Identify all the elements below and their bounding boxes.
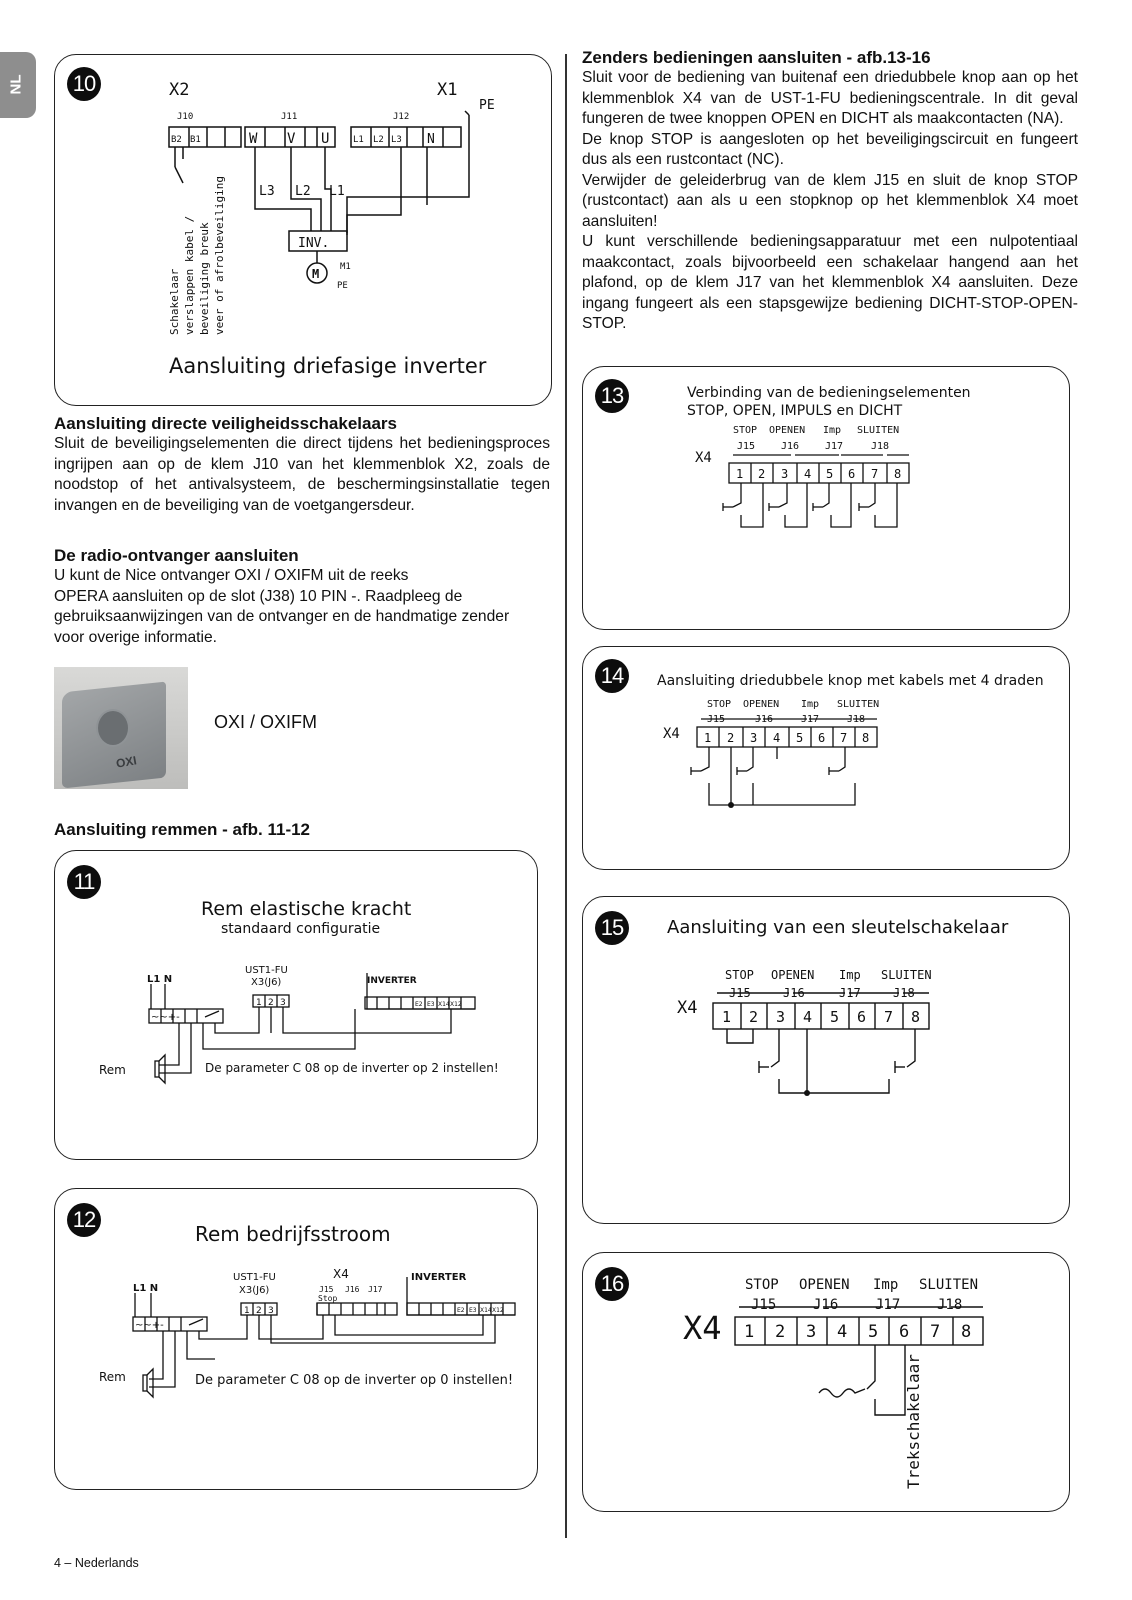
inverter-label: INVERTER bbox=[367, 976, 417, 986]
terminal-2: 2 bbox=[749, 1008, 759, 1026]
figure-13-panel bbox=[582, 366, 1070, 630]
terminal-2: 2 bbox=[727, 731, 735, 745]
j18-label: J18 bbox=[871, 441, 890, 452]
terminal-4: 4 bbox=[837, 1322, 848, 1342]
figure-15-panel bbox=[582, 896, 1070, 1224]
section-heading: Aansluiting remmen - afb. 11-12 bbox=[54, 820, 311, 839]
j17-label: J17 bbox=[825, 441, 844, 452]
text-line: gebruiksaanwijzingen van de ontvanger en de handmatige zender bbox=[54, 608, 510, 625]
j15-label: J15 bbox=[729, 986, 751, 1000]
section-heading: Zenders bedieningen aansluiten - afb.13-16 bbox=[582, 48, 931, 67]
text-line: U kunt de Nice ontvanger OXI / OXIFM uit de reeks bbox=[54, 567, 409, 584]
imp-header: Imp bbox=[801, 699, 820, 710]
x4-label: X4 bbox=[683, 1309, 722, 1347]
j18-label: J18 bbox=[937, 1297, 963, 1313]
j15-label: J15 bbox=[751, 1297, 777, 1313]
terminal-4: 4 bbox=[773, 731, 781, 745]
j12-label: J12 bbox=[393, 112, 410, 122]
j16-label: J16 bbox=[755, 714, 774, 725]
figure-title: Rem elastische kracht bbox=[201, 898, 412, 920]
openen-header: OPENEN bbox=[769, 425, 806, 436]
stop-header: STOP bbox=[733, 425, 758, 436]
inverter-terminal-e3: E3 bbox=[469, 1307, 477, 1314]
figure-title-line-2: STOP, OPEN, IMPULS en DICHT bbox=[687, 403, 903, 419]
wire-l1: L1 bbox=[329, 184, 345, 199]
terminal-4: 4 bbox=[803, 1008, 813, 1026]
terminal-6: 6 bbox=[848, 467, 856, 481]
terminal-5: 5 bbox=[868, 1322, 879, 1342]
terminal-l2: L2 bbox=[373, 135, 384, 145]
terminal-n: N bbox=[427, 132, 435, 147]
terminal-6: 6 bbox=[899, 1322, 910, 1342]
mains-terminal-glyphs: ~~+- bbox=[151, 1012, 180, 1023]
terminal-4: 4 bbox=[804, 467, 812, 481]
terminal-8: 8 bbox=[894, 467, 902, 481]
j16-label: J16 bbox=[345, 1285, 360, 1294]
x4-label: X4 bbox=[677, 998, 698, 1018]
text-paragraph: Verwijder de geleiderbrug van de klem J15 en sluit de knop STOP (rustcontact) aan als u een stopknop op het klemmenblok X4 moet aansluiten! bbox=[582, 171, 1078, 230]
junction-dot bbox=[728, 802, 734, 808]
x3-label: X3(J6) bbox=[239, 1285, 270, 1296]
brake-label: Rem bbox=[99, 1063, 126, 1077]
figure-number: 10 bbox=[67, 67, 101, 101]
text-line: voor overige informatie. bbox=[54, 628, 217, 646]
imp-header: Imp bbox=[839, 968, 861, 982]
x1-label: X1 bbox=[437, 80, 458, 100]
receiver-button bbox=[96, 709, 130, 747]
inverter-terminal-e2: E2 bbox=[415, 1001, 423, 1008]
j18-label: J18 bbox=[847, 714, 866, 725]
j16-label: J16 bbox=[813, 1297, 839, 1313]
j16-label: J16 bbox=[781, 441, 800, 452]
brake-label: Rem bbox=[99, 1370, 126, 1384]
wire-l2: L2 bbox=[295, 184, 311, 199]
figure-caption: Aansluiting driefasige inverter bbox=[169, 354, 487, 378]
terminal-3: 3 bbox=[776, 1008, 786, 1026]
terminal-7: 7 bbox=[930, 1322, 941, 1342]
figure-number: 12 bbox=[67, 1203, 101, 1237]
terminal-l3: L3 bbox=[391, 135, 402, 145]
vertical-label-4: veer of afrolbeveiliging bbox=[213, 176, 226, 335]
mains-terminal-glyphs: ~~+- bbox=[135, 1320, 164, 1331]
oxi-receiver-image bbox=[54, 667, 188, 789]
j17-label: J17 bbox=[801, 714, 820, 725]
figure-title: Rem bedrijfsstroom bbox=[195, 1222, 391, 1246]
text-paragraph: U kunt verschillende bedieningsapparatuur met een nulpotentiaal maakcontact, zoals bijvoorbeeld een schakelaar hangend aan het plafond, op de klem J17 van het klemmenblok X4 aansluiten. Deze ingang fungeert als een stapsgewijze bediening DICHT-STOP-OPEN-STOP. bbox=[582, 233, 1078, 332]
ust-label: UST1-FU bbox=[233, 1272, 276, 1283]
figure-title: Aansluiting van een sleutelschakelaar bbox=[667, 917, 1009, 938]
spring-brake-diagram bbox=[55, 851, 537, 1159]
mains-label: L1 N bbox=[147, 974, 173, 985]
pull-switch-diagram bbox=[583, 1253, 1069, 1511]
terminal-6: 6 bbox=[818, 731, 826, 745]
ust-terminal-1: 1 bbox=[256, 998, 262, 1008]
openen-header: OPENEN bbox=[771, 968, 815, 982]
ust-terminal-2: 2 bbox=[256, 1306, 262, 1316]
terminal-2: 2 bbox=[758, 467, 766, 481]
three-phase-inverter-diagram bbox=[55, 55, 551, 405]
j17-label: J17 bbox=[839, 986, 861, 1000]
junction-dot bbox=[804, 1090, 810, 1096]
x3-label: X3(J6) bbox=[251, 977, 282, 988]
terminal-w: W bbox=[249, 131, 258, 147]
section-heading: De radio-ontvanger aansluiten bbox=[54, 546, 299, 565]
stop-header: STOP bbox=[707, 699, 732, 710]
mains-label: L1 N bbox=[133, 1283, 159, 1294]
pe-motor-label: PE bbox=[337, 281, 348, 291]
sluiten-header: SLUITEN bbox=[837, 699, 880, 710]
terminal-2: 2 bbox=[775, 1322, 786, 1342]
terminal-1: 1 bbox=[722, 1008, 732, 1026]
ust-label: UST1-FU bbox=[245, 965, 288, 976]
terminal-3: 3 bbox=[806, 1322, 817, 1342]
terminal-8: 8 bbox=[862, 731, 870, 745]
figure-12-panel bbox=[54, 1188, 538, 1490]
ust-terminal-1: 1 bbox=[244, 1306, 250, 1316]
sluiten-header: SLUITEN bbox=[919, 1277, 979, 1293]
figure-10-panel bbox=[54, 54, 552, 406]
text-line: OPERA aansluiten op de slot (J38) 10 PIN -. Raadpleeg de bbox=[54, 587, 463, 605]
column-divider bbox=[565, 54, 567, 1538]
parameter-note: De parameter C 08 op de inverter op 0 instellen! bbox=[195, 1373, 514, 1388]
terminal-u: U bbox=[321, 131, 330, 147]
vertical-label-2: verslappen kabel / bbox=[183, 215, 196, 335]
terminal-8: 8 bbox=[911, 1008, 921, 1026]
inverter-terminal-x12: X12 bbox=[492, 1307, 504, 1314]
key-switch-diagram bbox=[583, 897, 1069, 1223]
section-safety-switches bbox=[54, 414, 550, 516]
vertical-label-3: beveiliging breuk bbox=[198, 222, 211, 335]
figure-subtitle: standaard configuratie bbox=[221, 921, 381, 937]
figure-number: 11 bbox=[67, 865, 101, 899]
terminal-3: 3 bbox=[781, 467, 789, 481]
section-transmitters bbox=[582, 48, 1078, 335]
vertical-label-1: Schakelaar bbox=[168, 268, 181, 335]
figure-11-panel bbox=[54, 850, 538, 1160]
section-text: Sluit de beveiligingselementen die direct tijdens het bedieningsproces ingrijpen aan op de klem J10 van het klemmenblok X2, zoals de noodstop of het antivalsysteem, de beschermingsinstallatie tegen invangen en de beveiliging van de voetgangersdeur. bbox=[54, 435, 550, 514]
j15-label: J15 bbox=[319, 1285, 334, 1294]
terminal-1: 1 bbox=[704, 731, 712, 745]
imp-header: Imp bbox=[873, 1277, 899, 1293]
inverter-terminal-e3: E3 bbox=[427, 1001, 435, 1008]
pe-label: PE bbox=[479, 98, 495, 113]
inverter-terminal-e2: E2 bbox=[457, 1307, 465, 1314]
terminal-l1: L1 bbox=[353, 135, 364, 145]
figure-16-panel bbox=[582, 1252, 1070, 1512]
sluiten-header: SLUITEN bbox=[857, 425, 900, 436]
terminal-1: 1 bbox=[744, 1322, 755, 1342]
imp-header: Imp bbox=[823, 425, 842, 436]
terminal-6: 6 bbox=[857, 1008, 867, 1026]
terminal-3: 3 bbox=[750, 731, 758, 745]
inverter-terminal-x14: X14 bbox=[480, 1307, 492, 1314]
j10-label: J10 bbox=[177, 112, 194, 122]
x4-label: X4 bbox=[695, 450, 712, 466]
operating-current-brake-diagram bbox=[55, 1189, 537, 1489]
control-elements-diagram bbox=[583, 367, 1069, 629]
figure-number: 16 bbox=[595, 1267, 629, 1301]
terminal-7: 7 bbox=[871, 467, 879, 481]
terminal-5: 5 bbox=[830, 1008, 840, 1026]
figure-number: 15 bbox=[595, 911, 629, 945]
figure-number: 14 bbox=[595, 659, 629, 693]
wire-l3: L3 bbox=[259, 184, 275, 199]
openen-header: OPENEN bbox=[799, 1277, 850, 1293]
inverter-terminal-x14: X14 bbox=[438, 1001, 450, 1008]
ust-terminal-2: 2 bbox=[268, 998, 274, 1008]
j17-label: J17 bbox=[875, 1297, 901, 1313]
openen-header: OPENEN bbox=[743, 699, 780, 710]
inverter-label: INVERTER bbox=[411, 1272, 467, 1283]
inverter-terminal-x12: X12 bbox=[450, 1001, 462, 1008]
j15-label: J15 bbox=[707, 714, 726, 725]
parameter-note: De parameter C 08 op de inverter op 2 instellen! bbox=[205, 1061, 499, 1075]
pull-switch-label: Trekschakelaar bbox=[904, 1354, 923, 1489]
terminal-7: 7 bbox=[884, 1008, 894, 1026]
stop-header: STOP bbox=[725, 968, 754, 982]
terminal-b2: B2 bbox=[171, 135, 182, 145]
j18-label: J18 bbox=[893, 986, 915, 1000]
oxi-caption: OXI / OXIFM bbox=[214, 712, 318, 732]
j15-label: J15 bbox=[737, 441, 756, 452]
ust-terminal-3: 3 bbox=[268, 1306, 274, 1316]
language-tab bbox=[0, 52, 36, 118]
stop-header: STOP bbox=[745, 1277, 779, 1293]
figure-14-panel bbox=[582, 646, 1070, 870]
terminal-b1: B1 bbox=[190, 135, 201, 145]
motor-label: M bbox=[312, 267, 320, 281]
text-paragraph: Sluit voor de bediening van buitenaf een driedubbele knop aan op het klemmenblok X4 van de UST-1-FU bedieningscentrale. In dit geval fungeren de twee knoppen OPEN en DICHT als maakcontacten (NA). bbox=[582, 69, 1078, 127]
figure-number: 13 bbox=[595, 379, 629, 413]
x4-label: X4 bbox=[663, 726, 680, 742]
section-radio-receiver bbox=[54, 546, 550, 648]
stop-label: Stop bbox=[318, 1294, 338, 1303]
ust-terminal-3: 3 bbox=[280, 998, 286, 1008]
page-footer: 4 – Nederlands bbox=[54, 1556, 139, 1570]
terminal-7: 7 bbox=[840, 731, 848, 745]
j16-label: J16 bbox=[783, 986, 805, 1000]
triple-button-diagram bbox=[583, 647, 1069, 869]
language-tab-label: NL bbox=[7, 74, 25, 95]
sluiten-header: SLUITEN bbox=[881, 968, 932, 982]
terminal-5: 5 bbox=[826, 467, 834, 481]
terminal-1: 1 bbox=[736, 467, 744, 481]
terminal-v: V bbox=[287, 131, 296, 147]
x4-label: X4 bbox=[333, 1267, 349, 1281]
terminal-8: 8 bbox=[961, 1322, 972, 1342]
figure-title: Aansluiting driedubbele knop met kabels met 4 draden bbox=[657, 673, 1044, 689]
text-paragraph: De knop STOP is aangesloten op het beveiligingscircuit en fungeert dus als een rustcontact (NC). bbox=[582, 130, 1078, 168]
inverter-label: INV. bbox=[298, 236, 330, 251]
j11-label: J11 bbox=[281, 112, 298, 122]
terminal-5: 5 bbox=[796, 731, 804, 745]
section-brakes bbox=[54, 820, 310, 840]
m1-label: M1 bbox=[340, 262, 351, 272]
j17-label: J17 bbox=[368, 1285, 383, 1294]
receiver-logo: OXI bbox=[114, 753, 138, 771]
x2-label: X2 bbox=[169, 80, 190, 100]
section-heading: Aansluiting directe veiligheidsschakelaars bbox=[54, 414, 397, 433]
figure-title-line-1: Verbinding van de bedieningselementen bbox=[687, 385, 971, 401]
